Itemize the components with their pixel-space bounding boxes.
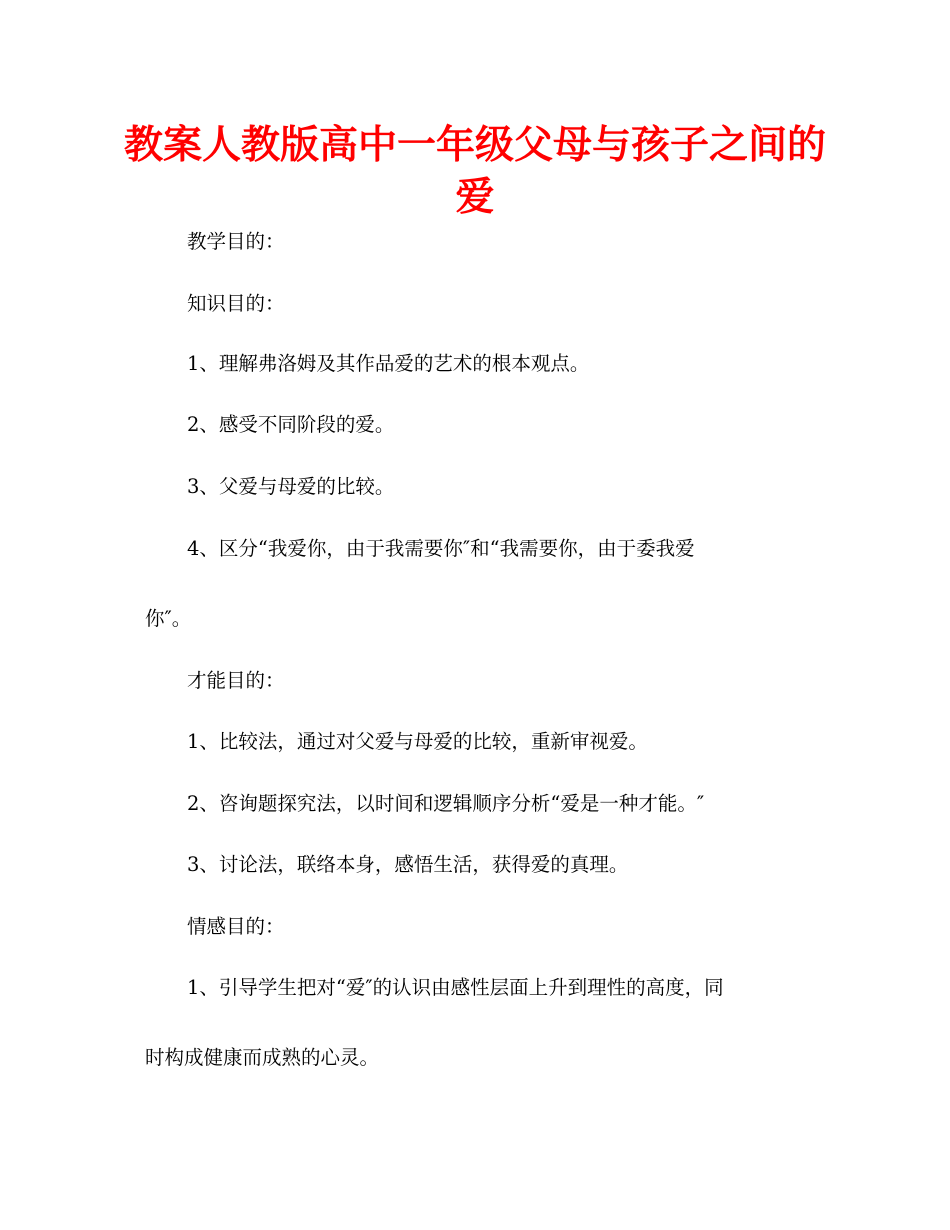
knowledge-goal-4-continued: 你″。 bbox=[145, 607, 192, 630]
document-title: 教案人教版高中一年级父母与孩子之间的爱 bbox=[123, 123, 826, 220]
knowledge-goal-4: 4、区分“我爱你，由于我需要你″和“我需要你，由于委我爱 bbox=[187, 537, 695, 560]
emotional-goal-1-continued: 时构成健康而成熟的心灵。 bbox=[145, 1046, 380, 1069]
knowledge-goal-1: 1、理解弗洛姆及其作品爱的艺术的根本观点。 bbox=[187, 352, 590, 375]
ability-goal-3: 3、讨论法，联络本身，感悟生活，获得爱的真理。 bbox=[187, 853, 629, 876]
emotional-goal-1: 1、引导学生把对“爱″的认识由感性层面上升到理性的高度，同 bbox=[187, 976, 724, 999]
knowledge-goal-3: 3、父爱与母爱的比较。 bbox=[187, 475, 395, 498]
heading-teaching-goals: 教学目的： bbox=[187, 230, 285, 253]
knowledge-goal-2: 2、感受不同阶段的爱。 bbox=[187, 413, 395, 436]
heading-emotional-goals: 情感目的： bbox=[187, 915, 285, 938]
heading-ability-goals: 才能目的： bbox=[187, 669, 285, 692]
ability-goal-1: 1、比较法，通过对父爱与母爱的比较，重新审视爱。 bbox=[187, 730, 648, 753]
heading-knowledge-goals: 知识目的： bbox=[187, 292, 285, 315]
ability-goal-2: 2、咨询题探究法，以时间和逻辑顺序分析“爱是一种才能。″ bbox=[187, 792, 705, 815]
